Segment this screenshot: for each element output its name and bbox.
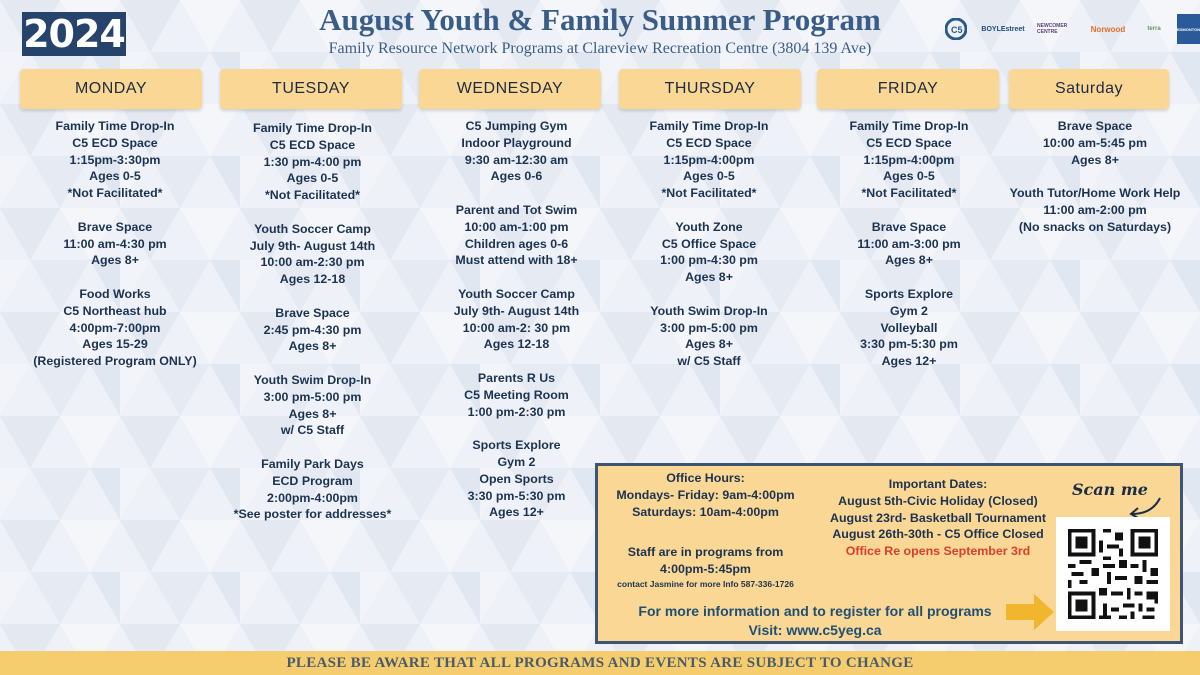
event-title: Sports Explore xyxy=(472,438,561,453)
event-detail: 10:00 am-1:00 pm xyxy=(464,219,569,234)
event-block xyxy=(614,118,804,202)
event-detail: Open Sports xyxy=(479,471,554,486)
event-title: C5 Jumping Gym xyxy=(465,119,568,133)
event-detail: 10:00 am-2:30 pm xyxy=(260,255,365,270)
event-block xyxy=(215,221,410,288)
event-detail: 11:00 am-4:30 pm xyxy=(63,236,167,251)
event-detail: 3:30 pm-5:30 pm xyxy=(467,488,566,503)
event-detail: (No snacks on Saturdays) xyxy=(1018,219,1172,234)
tuesday-events xyxy=(215,120,410,540)
event-title: Food Works xyxy=(79,286,151,301)
event-detail: Ages 0-5 xyxy=(883,169,935,184)
event-block xyxy=(215,120,410,204)
event-detail: w/ C5 Staff xyxy=(677,354,741,369)
event-detail: C5 Northeast hub xyxy=(63,303,167,318)
event-detail: Must attend with 18+ xyxy=(455,253,578,268)
event-title: Sports Explore xyxy=(864,286,954,301)
event-detail: 1:00 pm-2:30 pm xyxy=(467,404,566,419)
event-title: Family Time Drop-In xyxy=(55,119,175,133)
event-block xyxy=(1006,118,1184,168)
event-title: Youth Swim Drop-In xyxy=(650,303,768,318)
event-detail: *Not Facilitated* xyxy=(264,188,360,203)
c5-logo xyxy=(945,14,967,44)
event-detail: 3:30 pm-5:30 pm xyxy=(860,337,958,352)
day-header-thursday: THURSDAY xyxy=(619,69,801,109)
info-box xyxy=(595,463,1183,644)
event-title: Parent and Tot Swim xyxy=(455,202,578,217)
event-detail: Ages 12+ xyxy=(881,354,937,369)
event-detail: C5 Office Space xyxy=(661,236,757,251)
event-detail: Ages 8+ xyxy=(685,270,733,285)
day-header-tuesday: TUESDAY xyxy=(220,69,402,109)
event-title: Family Time Drop-In xyxy=(649,119,769,133)
important-dates-title: Important Dates: xyxy=(888,477,988,491)
event-detail: Ages 12+ xyxy=(489,505,544,520)
event-detail: 1:15pm-4:00pm xyxy=(663,152,755,167)
event-block xyxy=(419,118,614,185)
edmonton-logo: EDMONTON xyxy=(1177,14,1200,44)
thursday-events xyxy=(614,118,804,387)
more-info-line1: For more information and to register for all programs xyxy=(638,603,992,619)
event-detail: w/ C5 Staff xyxy=(280,423,345,438)
staff-hours-line1: Staff are in programs from xyxy=(627,545,784,560)
event-detail: 4:00pm-7:00pm xyxy=(69,320,161,335)
year-logo: 2024 xyxy=(23,12,125,56)
event-detail: 1:00 pm-4:30 pm xyxy=(660,253,758,268)
event-detail: C5 ECD Space xyxy=(866,135,952,150)
event-block xyxy=(20,286,210,370)
c5-logo-text: C5 xyxy=(951,25,963,35)
date-civic-holiday: August 5th-Civic Holiday (Closed) xyxy=(838,493,1038,508)
event-block xyxy=(1006,185,1184,235)
event-detail: Ages 0-5 xyxy=(286,171,339,186)
event-block xyxy=(215,456,410,523)
event-block xyxy=(614,303,804,370)
contact-info: contact Jasmine for more Info 587-336-1726 xyxy=(617,578,794,589)
event-title: Family Park Days xyxy=(261,456,364,471)
day-header-wednesday: WEDNESDAY xyxy=(419,69,601,109)
event-detail: 3:00 pm-5:00 pm xyxy=(660,320,758,335)
event-detail: Ages 0-5 xyxy=(89,169,141,184)
event-detail: C5 ECD Space xyxy=(269,137,356,152)
event-detail: Ages 15-29 xyxy=(82,337,148,352)
partner-logos xyxy=(945,14,1200,48)
event-block xyxy=(215,372,410,439)
friday-events xyxy=(814,118,1004,387)
important-dates xyxy=(820,476,1056,560)
event-detail: 2:45 pm-4:30 pm xyxy=(263,322,362,337)
event-block xyxy=(614,219,804,286)
event-title: Brave Space xyxy=(275,305,350,320)
office-hours-weekday: Mondays- Friday: 9am-4:00pm xyxy=(616,487,795,502)
event-detail: Gym 2 xyxy=(497,454,536,469)
event-detail: Ages 8+ xyxy=(288,406,337,421)
qr-code[interactable] xyxy=(1056,517,1170,631)
event-detail: 11:00 am-2:00 pm xyxy=(1043,202,1147,217)
event-block xyxy=(20,118,210,202)
event-title: Youth Zone xyxy=(675,219,743,234)
event-detail: Ages 0-6 xyxy=(490,169,543,184)
newcomer-centre-logo: NEWCOMER CENTRE xyxy=(1037,23,1068,35)
date-office-reopens: Office Re opens September 3rd xyxy=(845,544,1031,559)
event-detail: 1:30 pm-4:00 pm xyxy=(263,154,362,169)
event-detail: 9:30 am-12:30 am xyxy=(464,152,569,167)
event-detail: *Not Facilitated* xyxy=(861,186,957,201)
monday-events xyxy=(20,118,210,387)
event-title: Brave Space xyxy=(871,219,947,234)
office-hours-saturday: Saturdays: 10am-4:00pm xyxy=(632,504,779,519)
event-detail: C5 ECD Space xyxy=(666,135,752,150)
event-title: Brave Space xyxy=(1057,119,1133,133)
day-header-saturday: Saturday xyxy=(1009,69,1169,109)
event-detail: 10:00 am-5:45 pm xyxy=(1043,135,1147,150)
event-title: Family Time Drop-In xyxy=(849,119,969,133)
event-block xyxy=(814,286,1004,370)
website-link[interactable]: Visit: www.c5yeg.ca xyxy=(748,622,882,638)
event-block xyxy=(215,305,410,355)
more-info xyxy=(620,602,1010,640)
event-title: Youth Tutor/Home Work Help xyxy=(1009,186,1181,201)
event-detail: 2:00pm-4:00pm xyxy=(267,490,358,505)
event-detail: 1:15pm-4:00pm xyxy=(863,152,955,167)
office-hours xyxy=(598,470,813,590)
date-basketball: August 23rd- Basketball Tournament xyxy=(830,510,1046,525)
norwood-logo: Norwood xyxy=(1090,24,1126,34)
event-block xyxy=(419,202,614,269)
page-title: August Youth & Family Summer Program xyxy=(319,2,881,37)
staff-hours-line2: 4:00pm-5:45pm xyxy=(660,562,751,577)
event-detail: *Not Facilitated* xyxy=(661,186,757,201)
event-title: Parents R Us xyxy=(477,370,556,385)
event-detail: *Not Facilitated* xyxy=(67,186,163,201)
footer-notice: PLEASE BE AWARE THAT ALL PROGRAMS AND EVENTS ARE SUBJECT TO CHANGE xyxy=(0,651,1200,675)
event-block xyxy=(814,219,1004,269)
event-detail: ECD Program xyxy=(272,473,353,488)
curved-arrow-icon xyxy=(1124,496,1164,518)
event-detail: C5 ECD Space xyxy=(72,135,158,150)
event-detail: *See poster for addresses* xyxy=(233,507,392,522)
date-office-closed: August 26th-30th - C5 Office Closed xyxy=(832,527,1044,542)
event-detail: Children ages 0-6 xyxy=(464,236,569,251)
event-detail: Ages 8+ xyxy=(91,253,139,268)
event-detail: July 9th- August 14th xyxy=(453,303,580,318)
event-detail: (Registered Program ONLY) xyxy=(33,354,197,369)
event-detail: Ages 0-5 xyxy=(683,169,735,184)
event-detail: Ages 8+ xyxy=(1071,152,1119,167)
event-title: Youth Soccer Camp xyxy=(254,221,371,236)
event-detail: Ages 8+ xyxy=(685,337,733,352)
event-block xyxy=(419,286,614,353)
event-detail: C5 Meeting Room xyxy=(464,387,569,402)
event-detail: 3:00 pm-5:00 pm xyxy=(263,389,362,404)
event-block xyxy=(20,219,210,269)
day-header-monday: MONDAY xyxy=(20,69,202,109)
event-detail: 1:15pm-3:30pm xyxy=(69,152,161,167)
event-title: Family Time Drop-In xyxy=(253,121,372,135)
wednesday-events xyxy=(419,118,614,538)
event-detail: 11:00 am-3:00 pm xyxy=(857,236,961,251)
arrow-right-icon xyxy=(1006,594,1054,630)
event-detail: Ages 12-18 xyxy=(483,337,550,352)
terra-logo: terra xyxy=(1147,26,1161,32)
event-detail: Volleyball xyxy=(880,320,938,335)
boylestreet-logo: BOYLEstreet xyxy=(981,25,1025,33)
saturday-events xyxy=(1006,118,1184,252)
page-subtitle: Family Resource Network Programs at Clareview Recreation Centre (3804 139 Ave) xyxy=(328,40,872,57)
event-detail: Ages 8+ xyxy=(288,339,337,354)
event-detail: 10:00 am-2: 30 pm xyxy=(462,320,571,335)
event-title: Brave Space xyxy=(77,219,153,234)
event-title: Youth Swim Drop-In xyxy=(253,372,372,387)
event-block xyxy=(814,118,1004,202)
event-detail: Ages 12-18 xyxy=(279,272,346,287)
event-detail: Gym 2 xyxy=(890,303,928,318)
event-block xyxy=(419,437,614,521)
event-detail: July 9th- August 14th xyxy=(249,238,376,253)
event-detail: Ages 8+ xyxy=(885,253,933,268)
event-block xyxy=(419,370,614,420)
day-header-friday: FRIDAY xyxy=(817,69,999,109)
event-title: Youth Soccer Camp xyxy=(458,286,575,301)
event-detail: Indoor Playground xyxy=(461,135,572,150)
scan-me-label: Scan me xyxy=(1072,480,1148,499)
office-hours-title: Office Hours: xyxy=(666,471,745,485)
